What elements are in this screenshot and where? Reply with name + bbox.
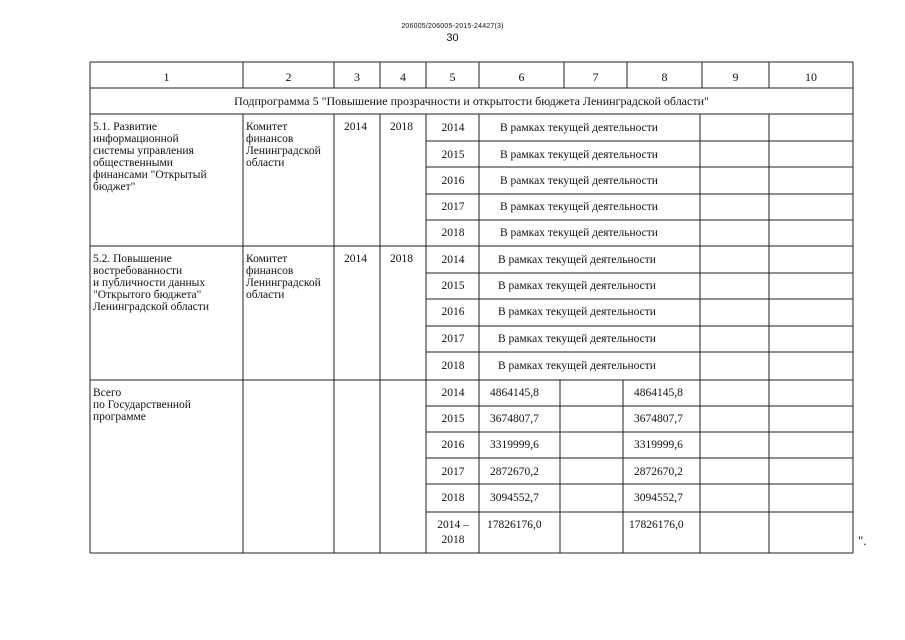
row-5-2-name: 5.2. Повышение востребованности и публичности данных "Открытого бюджета" Ленинградской области bbox=[93, 253, 210, 313]
subprogram-title: Подпрограмма 5 "Повышение прозрачности и открытости бюджета Ленинградской области" bbox=[234, 94, 709, 108]
total-col6-value: 3674807,7 bbox=[490, 413, 539, 425]
row-5-2-year: 2015 bbox=[441, 280, 465, 292]
row-5-2-end-year: 2018 bbox=[390, 253, 413, 265]
total-year: 2015 bbox=[441, 413, 465, 425]
column-header-1: 1 bbox=[163, 70, 170, 84]
row-5-2-funding: В рамках текущей деятельности bbox=[498, 360, 656, 372]
total-col8-value: 17826176,0 bbox=[629, 519, 684, 531]
row-5-2-start-year: 2014 bbox=[344, 253, 367, 265]
row-5-2-funding: В рамках текущей деятельности bbox=[498, 254, 656, 266]
total-col6-value: 3319999,6 bbox=[490, 439, 539, 451]
row-5-2-year: 2018 bbox=[441, 360, 465, 372]
row-5-1-end-year: 2018 bbox=[390, 121, 413, 133]
total-col8-value: 3319999,6 bbox=[634, 439, 683, 451]
row-5-1-name: 5.1. Развитие информационной системы управления общественными финансами "Открытый бюджет" bbox=[93, 121, 207, 193]
total-col6-value: 3094552,7 bbox=[490, 492, 539, 504]
row-5-1-year: 2016 bbox=[441, 175, 465, 187]
row-5-1-year: 2014 bbox=[441, 122, 465, 134]
column-header-2: 2 bbox=[285, 70, 292, 84]
column-header-5: 5 bbox=[449, 70, 456, 84]
column-header-6: 6 bbox=[518, 70, 525, 84]
row-5-2-funding: В рамках текущей деятельности bbox=[498, 306, 656, 318]
column-header-7: 7 bbox=[592, 70, 599, 84]
total-period: 2014 – 2018 bbox=[437, 519, 469, 546]
column-header-8: 8 bbox=[661, 70, 668, 84]
total-col6-value: 17826176,0 bbox=[487, 519, 542, 531]
column-header-9: 9 bbox=[732, 70, 739, 84]
total-col8-value: 2872670,2 bbox=[634, 466, 683, 478]
row-5-1-funding: В рамках текущей деятельности bbox=[500, 122, 658, 134]
row-5-1-executor: Комитет финансов Ленинградской области bbox=[246, 121, 321, 169]
row-5-2-funding: В рамках текущей деятельности bbox=[498, 280, 656, 292]
row-5-1-funding: В рамках текущей деятельности bbox=[500, 227, 658, 239]
document-code: 206005/206005-2015-24427(3) bbox=[401, 23, 504, 30]
row-5-1-funding: В рамках текущей деятельности bbox=[500, 149, 658, 161]
column-header-10: 10 bbox=[805, 70, 817, 84]
total-name: Всего по Государственной программе bbox=[93, 387, 191, 423]
row-5-1-start-year: 2014 bbox=[344, 121, 367, 133]
total-col6-value: 4864145,8 bbox=[490, 387, 539, 399]
column-header-3: 3 bbox=[354, 70, 360, 84]
row-5-1-year: 2018 bbox=[441, 227, 465, 239]
total-year: 2018 bbox=[441, 492, 465, 504]
row-5-2-year: 2014 bbox=[441, 254, 465, 266]
row-5-2-funding: В рамках текущей деятельности bbox=[498, 333, 656, 345]
row-5-2-executor: Комитет финансов Ленинградской области bbox=[246, 253, 321, 301]
row-5-2-year: 2017 bbox=[441, 333, 465, 345]
row-5-1-year: 2017 bbox=[441, 201, 465, 213]
total-col8-value: 3094552,7 bbox=[634, 492, 683, 504]
page-number: 30 bbox=[446, 32, 459, 44]
total-col8-value: 3674807,7 bbox=[634, 413, 683, 425]
total-year: 2014 bbox=[441, 387, 465, 399]
total-col8-value: 4864145,8 bbox=[634, 387, 683, 399]
closing-quote-mark: ". bbox=[858, 533, 867, 548]
total-col6-value: 2872670,2 bbox=[490, 466, 539, 478]
row-5-1-year: 2015 bbox=[441, 149, 465, 161]
row-5-2-year: 2016 bbox=[441, 306, 465, 318]
total-year: 2017 bbox=[441, 466, 465, 478]
column-header-4: 4 bbox=[400, 70, 406, 84]
row-5-1-funding: В рамках текущей деятельности bbox=[500, 201, 658, 213]
total-year: 2016 bbox=[441, 439, 465, 451]
row-5-1-funding: В рамках текущей деятельности bbox=[500, 175, 658, 187]
